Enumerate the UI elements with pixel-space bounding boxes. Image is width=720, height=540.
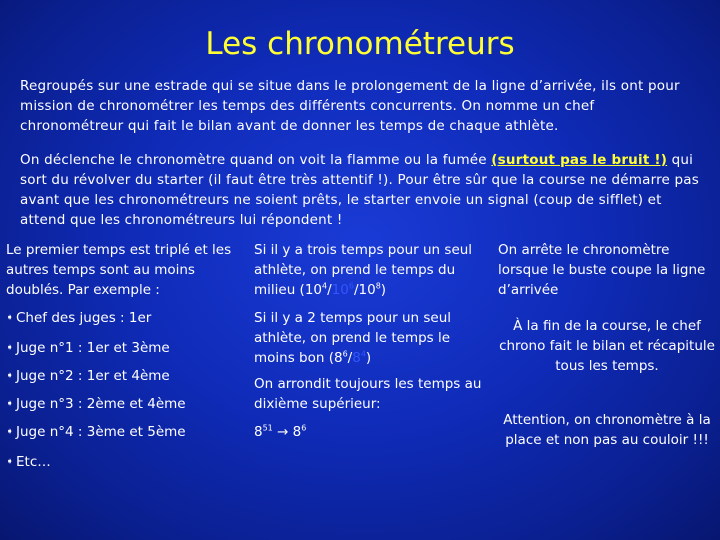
list-item: ➧ Juge n°3 : 2ème et 4ème [6, 396, 186, 412]
list-item: ➧ Juge n°4 : 3ème et 5ème [6, 424, 186, 440]
list-item: ➧ Chef des juges : 1er [6, 310, 152, 326]
intro-paragraph: Regroupés sur une estrade qui se situe dans le prolongement de la ligne d’arrivée, ils ont pour mission de chronométrer les temps des différents concurrents. On nomme un chef chronométreur qui fait le bilan avant de donner les temps de chaque athlète. [20, 78, 680, 134]
bullet-icon: ➧ [6, 399, 14, 409]
page-title: Les chronométreurs [205, 26, 515, 62]
rounding-rule: On arrondit toujours les temps au dixième supérieur: [254, 376, 482, 412]
list-item: ➧ Etc… [6, 454, 51, 470]
highlighted-time: $8^4$ [352, 349, 366, 366]
stop-rule: On arrête le chronomètre lorsque le buste coupe la ligne d’arrivée [498, 242, 706, 298]
start-text-after: qui sort du révolver du starter (il faut être très attentif !). Pour être sûr que la course ne démarre pas avant que les chronométreurs ne soient prêts, le starter envoie un signal (coup de sifflet) et attend que les chronométreurs lui répondent ! [20, 152, 700, 228]
start-paragraph [20, 150, 700, 230]
bullet-icon: ➧ [6, 313, 14, 323]
end-rule: À la fin de la course, le chef chrono fait le bilan et récapitule tous les temps. [499, 318, 715, 374]
highlighted-time: $10^6$ [331, 281, 354, 298]
three-times-rule: Si il y a trois temps pour un seul athlète, on prend le temps du milieu $(10^4/10^6/10^8)$ [254, 242, 473, 298]
rounding-example: $8^{51} \to 8^6$ [254, 423, 307, 440]
bullet-icon: ➧ [6, 371, 14, 381]
attention-note: Attention, on chronomètre à la place et non pas au couloir !!! [503, 412, 711, 448]
bullet-icon: ➧ [6, 427, 14, 437]
list-item: ➧ Juge n°1 : 1er et 3ème [6, 340, 170, 356]
two-times-rule: Si il y a 2 temps pour un seul athlète, on prend le temps le moins bon $(8^6/8^4)$ [254, 310, 452, 366]
start-emphasis: (surtout pas le bruit !) [491, 152, 668, 168]
start-text-before: On déclenche le chronomètre quand on voit la flamme ou la fumée [20, 152, 492, 168]
bullet-icon: ➧ [6, 343, 14, 353]
timing-rule-text: Le premier temps est triplé et les autres temps sont au moins doublés. Par exemple : [6, 242, 232, 298]
list-item: ➧ Juge n°2 : 1er et 4ème [6, 368, 170, 384]
bullet-icon: ➧ [6, 457, 14, 467]
